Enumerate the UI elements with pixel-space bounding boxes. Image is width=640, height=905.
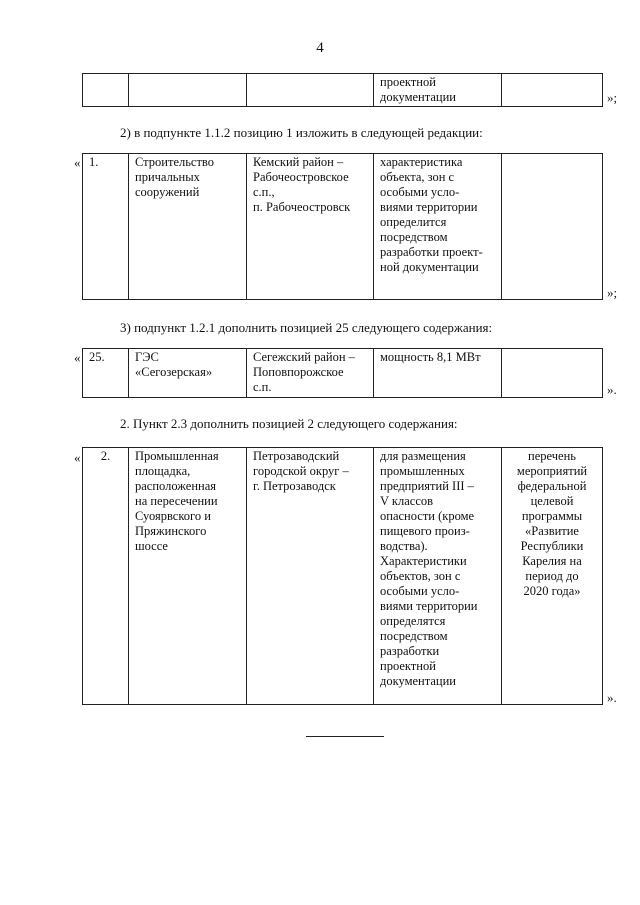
text-line: характеристика	[380, 155, 463, 169]
cell-location	[247, 154, 374, 300]
page-number: 4	[316, 40, 324, 56]
cell-location	[247, 349, 374, 398]
text-line: особыми усло-	[380, 185, 460, 199]
cell-note	[374, 448, 502, 705]
text-line: определится	[380, 215, 447, 229]
cell-program	[502, 448, 603, 705]
text-line: Промышленная	[135, 449, 219, 463]
text-line: 2020 года»	[523, 584, 581, 598]
text-line: объектов, зон с	[380, 569, 461, 583]
cell-program	[502, 154, 603, 300]
text-line: Суоярвского и	[135, 509, 211, 523]
text-line: перечень	[528, 449, 576, 463]
table-continuation	[82, 73, 603, 107]
text-line: Пряжинского	[135, 524, 207, 538]
text-line: для размещения	[380, 449, 466, 463]
text-line: предприятий III –	[380, 479, 474, 493]
text-line: «Сегозерская»	[135, 365, 213, 379]
text-line: проектной	[380, 75, 436, 89]
closing-quote: ».	[607, 690, 617, 705]
opening-quote: «	[74, 155, 81, 170]
cell-name	[129, 74, 247, 107]
paragraph-2: 3) подпункт 1.2.1 дополнить позицией 25 следующего содержания:	[120, 320, 493, 335]
opening-quote: «	[74, 450, 81, 465]
text-line: виями территории	[380, 599, 478, 613]
cell-note	[374, 349, 502, 398]
paragraph-3: 2. Пункт 2.3 дополнить позицией 2 следующего содержания:	[120, 416, 458, 431]
end-rule	[306, 736, 384, 737]
cell-note	[374, 154, 502, 300]
table-position-1	[82, 153, 603, 300]
text-line: Поповпорожское	[253, 365, 344, 379]
text-line: Кемский район –	[253, 155, 344, 169]
text-line: Карелия на	[522, 554, 582, 568]
cell-program	[502, 349, 603, 398]
text-line: площадка,	[135, 464, 191, 478]
text-line: с.п.	[253, 380, 272, 394]
text-line: целевой	[530, 494, 574, 508]
closing-quote: ».	[607, 382, 617, 397]
text-line: «Развитие	[525, 524, 579, 538]
cell-note	[374, 74, 502, 107]
cell-num: 1.	[83, 154, 129, 300]
text-line: пищевого произ-	[380, 524, 470, 538]
text-line: с.п.,	[253, 185, 275, 199]
cell-name	[129, 154, 247, 300]
cell-name	[129, 349, 247, 398]
text-line: определятся	[380, 614, 446, 628]
text-line: виями территории	[380, 200, 478, 214]
text-line: период до	[525, 569, 579, 583]
table-position-2	[82, 447, 603, 705]
opening-quote: «	[74, 350, 81, 365]
text-line: опасности (кроме	[380, 509, 475, 523]
cell-num: 25.	[83, 349, 129, 398]
closing-quote: »;	[607, 90, 618, 105]
text-line: Сегежский район –	[253, 350, 355, 364]
text-line: документации	[380, 90, 456, 104]
text-line: причальных	[135, 170, 200, 184]
text-line: посредством	[380, 230, 448, 244]
text-line: проектной	[380, 659, 436, 673]
text-line: V классов	[380, 494, 434, 508]
text-line: Характеристики	[380, 554, 467, 568]
text-line: особыми усло-	[380, 584, 460, 598]
text-line: мероприятий	[516, 464, 588, 478]
text-line: водства).	[380, 539, 428, 553]
text-line: городской округ –	[253, 464, 349, 478]
text-line: Республики	[520, 539, 584, 553]
cell-location	[247, 74, 374, 107]
text-line: п. Рабочеостровск	[253, 200, 351, 214]
cell-num	[83, 74, 129, 107]
text-line: мощность 8,1 МВт	[380, 350, 481, 364]
text-line: шоссе	[135, 539, 168, 553]
text-line: документации	[380, 674, 456, 688]
text-line: г. Петрозаводск	[253, 479, 336, 493]
cell-location	[247, 448, 374, 705]
cell-name	[129, 448, 247, 705]
text-line: Рабочеостровское	[253, 170, 349, 184]
text-line: ГЭС	[135, 350, 159, 364]
text-line: объекта, зон с	[380, 170, 455, 184]
table-position-25	[82, 348, 603, 398]
paragraph-1: 2) в подпункте 1.1.2 позицию 1 изложить в следующей редакции:	[120, 125, 483, 140]
text-line: промышленных	[380, 464, 465, 478]
text-line: программы	[521, 509, 583, 523]
text-line: на пересечении	[135, 494, 218, 508]
text-line: разработки	[380, 644, 440, 658]
cell-program	[502, 74, 603, 107]
text-line: ной документации	[380, 260, 479, 274]
text-line: расположенная	[135, 479, 216, 493]
closing-quote: »;	[607, 285, 618, 300]
text-line: федеральной	[517, 479, 587, 493]
text-line: разработки проект-	[380, 245, 483, 259]
text-line: посредством	[380, 629, 448, 643]
text-line: Строительство	[135, 155, 215, 169]
text-line: Петрозаводский	[253, 449, 340, 463]
cell-num: 2.	[83, 448, 129, 705]
text-line: сооружений	[135, 185, 200, 199]
